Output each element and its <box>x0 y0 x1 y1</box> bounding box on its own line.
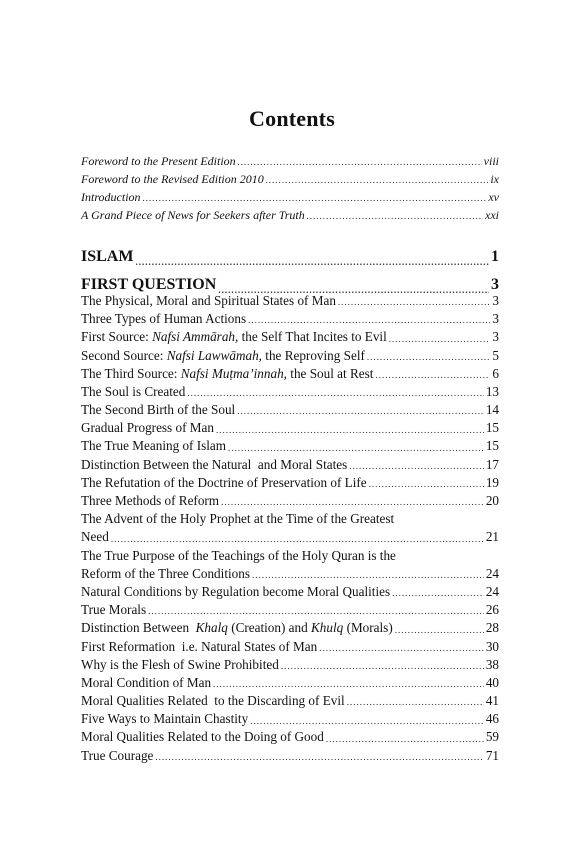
toc-entry-page: 14 <box>485 402 499 418</box>
toc-entry-page: 21 <box>485 529 499 545</box>
toc-entry[interactable] <box>81 601 499 619</box>
toc-entry-page: 30 <box>485 638 499 654</box>
title-text: Natural Conditions by Regulation become Moral Qualities <box>81 583 391 599</box>
toc-entry-page: 20 <box>485 493 499 509</box>
dot-leader <box>307 212 483 224</box>
dot-leader <box>187 389 483 401</box>
toc-entry-title <box>81 710 248 728</box>
toc-entry[interactable] <box>81 583 499 601</box>
dot-leader <box>111 535 484 547</box>
title-text: The Second Birth of the Soul <box>81 402 236 418</box>
dot-leader <box>228 444 484 456</box>
toc-entry-title: Foreword to the Revised Edition 2010 <box>81 172 264 186</box>
dot-leader <box>237 407 484 419</box>
dot-leader <box>319 644 484 656</box>
dot-leader <box>148 607 484 619</box>
title-text: (Creation) and <box>227 620 312 636</box>
toc-entry-title <box>81 528 109 546</box>
title-text: The Soul is Created <box>81 383 186 399</box>
title-text: The Refutation of the Doctrine of Preservation of Life <box>81 474 367 490</box>
toc-entry[interactable] <box>81 328 499 346</box>
toc-entry-page: 1 <box>491 248 499 265</box>
italic-term: Khulq <box>311 620 344 636</box>
dot-leader <box>347 698 484 710</box>
toc-entry[interactable] <box>81 401 499 419</box>
toc-entry-page: xv <box>488 190 499 204</box>
toc-entry-page: 46 <box>485 711 499 727</box>
dot-leader <box>213 680 484 692</box>
toc-entry-title <box>81 601 146 619</box>
toc-entry[interactable] <box>81 638 499 656</box>
dot-leader <box>250 717 484 729</box>
toc-entry-title-line: The True Purpose of the Teachings of the Holy Quran is the <box>81 547 396 563</box>
toc-entry[interactable] <box>81 438 499 456</box>
toc-entry[interactable] <box>81 170 499 188</box>
dot-leader <box>252 571 484 583</box>
toc-entry-title <box>81 401 235 419</box>
title-text: the Soul at Rest <box>286 365 374 381</box>
toc-entry-title <box>81 456 347 474</box>
toc-entry-title <box>81 419 214 437</box>
front-matter-list <box>81 152 499 224</box>
italic-term: Khalq <box>195 620 228 636</box>
title-text: The True Meaning of Islam <box>81 438 227 454</box>
toc-entry-page: ix <box>490 172 499 186</box>
toc-entry[interactable] <box>81 492 499 510</box>
dot-leader <box>375 371 490 383</box>
toc-entry[interactable] <box>81 692 499 710</box>
toc-entry-page: 59 <box>485 729 499 745</box>
title-text: Five Ways to Maintain Chastity <box>81 711 249 727</box>
toc-entry-title <box>81 565 250 583</box>
toc-entry-page: 24 <box>485 583 499 599</box>
toc-entry-title-line: The Advent of the Holy Prophet at the Time of the Greatest <box>81 511 395 527</box>
toc-entry[interactable] <box>81 292 499 310</box>
title-text: Moral Condition of Man <box>81 674 212 690</box>
title-text: (Morals) <box>343 620 393 636</box>
toc-entry-title <box>81 747 153 765</box>
toc-entry-page: 15 <box>485 438 499 454</box>
dot-leader <box>326 735 484 747</box>
toc-entry-title <box>81 656 279 674</box>
dot-leader <box>216 426 484 438</box>
toc-entry-page: 13 <box>485 383 499 399</box>
dot-leader <box>338 298 490 310</box>
toc-entry[interactable] <box>81 656 499 674</box>
dot-leader <box>155 753 483 765</box>
title-text: First Reformation i.e. Natural States of Man <box>81 638 318 654</box>
toc-entry-page: 17 <box>485 456 499 472</box>
toc-entry[interactable] <box>81 528 499 546</box>
title-text: Second Source: <box>81 347 167 363</box>
title-text: First Source: <box>81 329 153 345</box>
toc-entry-title <box>81 638 317 656</box>
toc-entry-title <box>81 729 324 747</box>
toc-entry-page: 6 <box>492 365 499 381</box>
title-text: The Physical, Moral and Spiritual States of Man <box>81 292 336 308</box>
toc-entry-title <box>81 365 373 383</box>
dot-leader <box>143 194 487 206</box>
toc-entry-page: 5 <box>492 347 499 363</box>
toc-entry-title: Foreword to the Present Edition <box>81 154 236 168</box>
toc-entry-page: 28 <box>485 620 499 636</box>
page-title: Contents <box>249 106 335 131</box>
toc-entry-title <box>81 583 390 601</box>
title-text: True Morals <box>81 602 147 618</box>
title-text: Three Methods of Reform <box>81 493 220 509</box>
italic-term: Nafsi Lawwāmah, <box>166 347 262 363</box>
title-text: Why is the Flesh of Swine Prohibited <box>81 656 279 672</box>
toc-entry[interactable] <box>81 474 499 492</box>
title-text: Three Types of Human Actions <box>81 311 247 327</box>
italic-term: Nafsi Muṭma’innah, <box>180 365 287 381</box>
toc-entry-title <box>81 438 226 456</box>
toc-entry[interactable] <box>81 383 499 401</box>
title-text: the Reproving Self <box>261 347 365 363</box>
toc-entry[interactable] <box>81 619 499 637</box>
title-text: Distinction Between <box>81 620 196 636</box>
toc-entry-title <box>81 474 367 492</box>
toc-entry-page: viii <box>483 154 499 168</box>
toc-entry-title <box>81 492 219 510</box>
title-text: Gradual Progress of Man <box>81 420 214 436</box>
title-text: Reform of the Three Conditions <box>81 565 250 581</box>
toc-entry-title: Introduction <box>81 190 141 204</box>
toc-entry-page: 24 <box>485 565 499 581</box>
toc-entry-title <box>81 292 336 310</box>
title-text: Moral Qualities Related to the Discarding of Evil <box>81 693 345 709</box>
toc-entry-title <box>81 347 365 365</box>
toc-entry-page: 26 <box>485 602 499 618</box>
toc-entry-page: 3 <box>492 329 499 345</box>
toc-entry[interactable] <box>81 244 499 270</box>
toc-entry[interactable] <box>81 674 499 692</box>
dot-leader <box>369 480 484 492</box>
toc-entry[interactable] <box>81 347 499 365</box>
title-text: Distinction Between the Natural and Moral States <box>81 456 348 472</box>
dot-leader <box>248 316 490 328</box>
italic-term: Nafsi Ammārah, <box>152 329 239 345</box>
toc-entries <box>81 292 499 765</box>
dot-leader <box>392 589 484 601</box>
toc-entry-title <box>81 383 185 401</box>
title-text: The Third Source: <box>81 365 181 381</box>
dot-leader <box>367 353 491 365</box>
dot-leader <box>221 498 484 510</box>
toc-entry-page: 3 <box>491 276 499 293</box>
toc-entry[interactable] <box>81 710 499 728</box>
toc-entry-title <box>81 674 211 692</box>
dot-leader <box>349 462 484 474</box>
toc-entry[interactable] <box>81 188 499 206</box>
dot-leader <box>395 626 484 638</box>
toc-entry-page: 3 <box>492 292 499 308</box>
toc-entry[interactable] <box>81 152 499 170</box>
toc-entry-page: 40 <box>485 674 499 690</box>
toc-entry-page: 38 <box>485 656 499 672</box>
toc-entry[interactable] <box>81 310 499 328</box>
toc-entry[interactable] <box>81 419 499 437</box>
toc-entry-title: ISLAM <box>81 248 134 265</box>
dot-leader <box>266 176 489 188</box>
dot-leader <box>281 662 484 674</box>
toc-entry-page: 15 <box>485 420 499 436</box>
dot-leader <box>389 335 491 347</box>
toc-entry-title <box>81 692 345 710</box>
toc-entry-page: 71 <box>485 747 499 763</box>
title-text: the Self That Incites to Evil <box>238 329 387 345</box>
toc-entry-title: A Grand Piece of News for Seekers after Truth <box>81 208 305 222</box>
title-text: Need <box>81 529 109 545</box>
toc-entry[interactable] <box>81 729 499 747</box>
toc-entry[interactable] <box>81 365 499 383</box>
dot-leader <box>135 258 489 270</box>
toc-entry-page: xxi <box>485 208 499 222</box>
toc-entry-title: FIRST QUESTION <box>81 276 217 293</box>
dot-leader <box>238 158 482 170</box>
toc-entry[interactable] <box>81 206 499 224</box>
toc-entry-title <box>81 310 246 328</box>
toc-entry-page: 3 <box>492 311 499 327</box>
title-text: Moral Qualities Related to the Doing of Good <box>81 729 324 745</box>
toc-entry-page: 19 <box>485 474 499 490</box>
toc-entry-title <box>81 619 393 637</box>
title-text: True Courage <box>81 747 154 763</box>
toc-entry[interactable] <box>81 747 499 765</box>
part-heading <box>81 244 499 270</box>
toc-entry[interactable] <box>81 565 499 583</box>
toc-entry-page: 41 <box>485 693 499 709</box>
toc-entry-title <box>81 328 387 346</box>
toc-entry[interactable] <box>81 456 499 474</box>
